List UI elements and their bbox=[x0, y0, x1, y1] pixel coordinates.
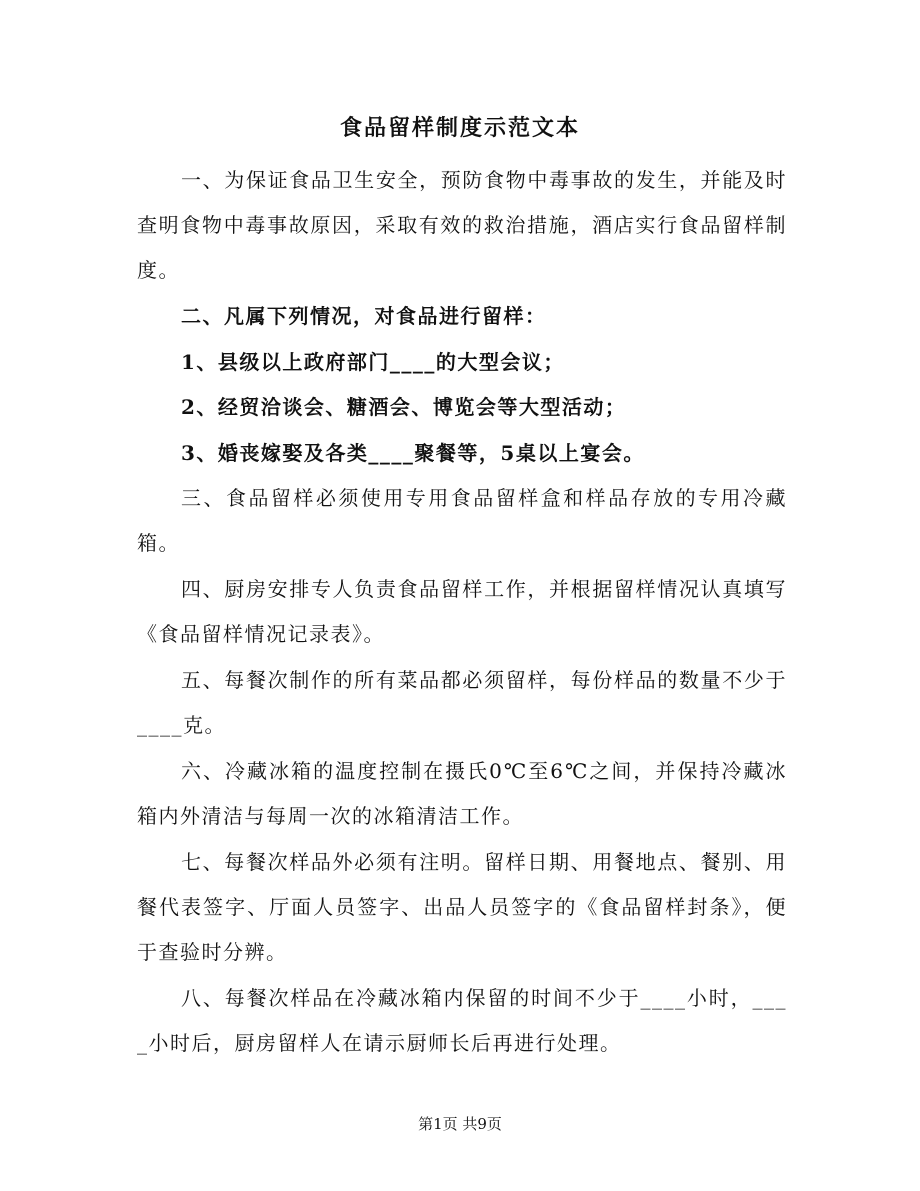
paragraph-4: 2、经贸洽谈会、糖酒会、博览会等大型活动； bbox=[181, 395, 627, 419]
page-indicator: 第1页 共9页 bbox=[418, 1115, 502, 1133]
paragraph-6: 三、食品留样必须使用专用食品留样盒和样品存放的专用冷藏箱。 bbox=[137, 486, 787, 555]
paragraph-2: 二、凡属下列情况，对食品进行留样： bbox=[181, 304, 547, 328]
paragraph-5: 3、婚丧嫁娶及各类____聚餐等，5桌以上宴会。 bbox=[181, 441, 645, 465]
paragraph-11: 八、每餐次样品在冷藏冰箱内保留的时间不少于____小时，____小时后，厨房留样人在请示厨师长后再进行处理。 bbox=[137, 986, 787, 1055]
paragraph-3: 1、县级以上政府部门____的大型会议； bbox=[181, 350, 565, 374]
paragraph-1: 一、为保证食品卫生安全，预防食物中毒事故的发生，并能及时查明食物中毒事故原因，采取有效的救治措施，酒店实行食品留样制度。 bbox=[137, 168, 787, 282]
paragraph-7: 四、厨房安排专人负责食品留样工作，并根据留样情况认真填写《食品留样情况记录表》。 bbox=[137, 577, 787, 646]
document-title: 食品留样制度示范文本 bbox=[339, 115, 580, 141]
paragraph-10: 七、每餐次样品外必须有注明。留样日期、用餐地点、餐别、用餐代表签字、厅面人员签字、出品人员签字的《食品留样封条》，便于查验时分辨。 bbox=[137, 850, 787, 964]
paragraph-8: 五、每餐次制作的所有菜品都必须留样，每份样品的数量不少于____克。 bbox=[137, 668, 787, 737]
paragraph-9: 六、冷藏冰箱的温度控制在摄氏0℃至6℃之间，并保持冷藏冰箱内外清洁与每周一次的冰箱清洁工作。 bbox=[137, 759, 787, 828]
